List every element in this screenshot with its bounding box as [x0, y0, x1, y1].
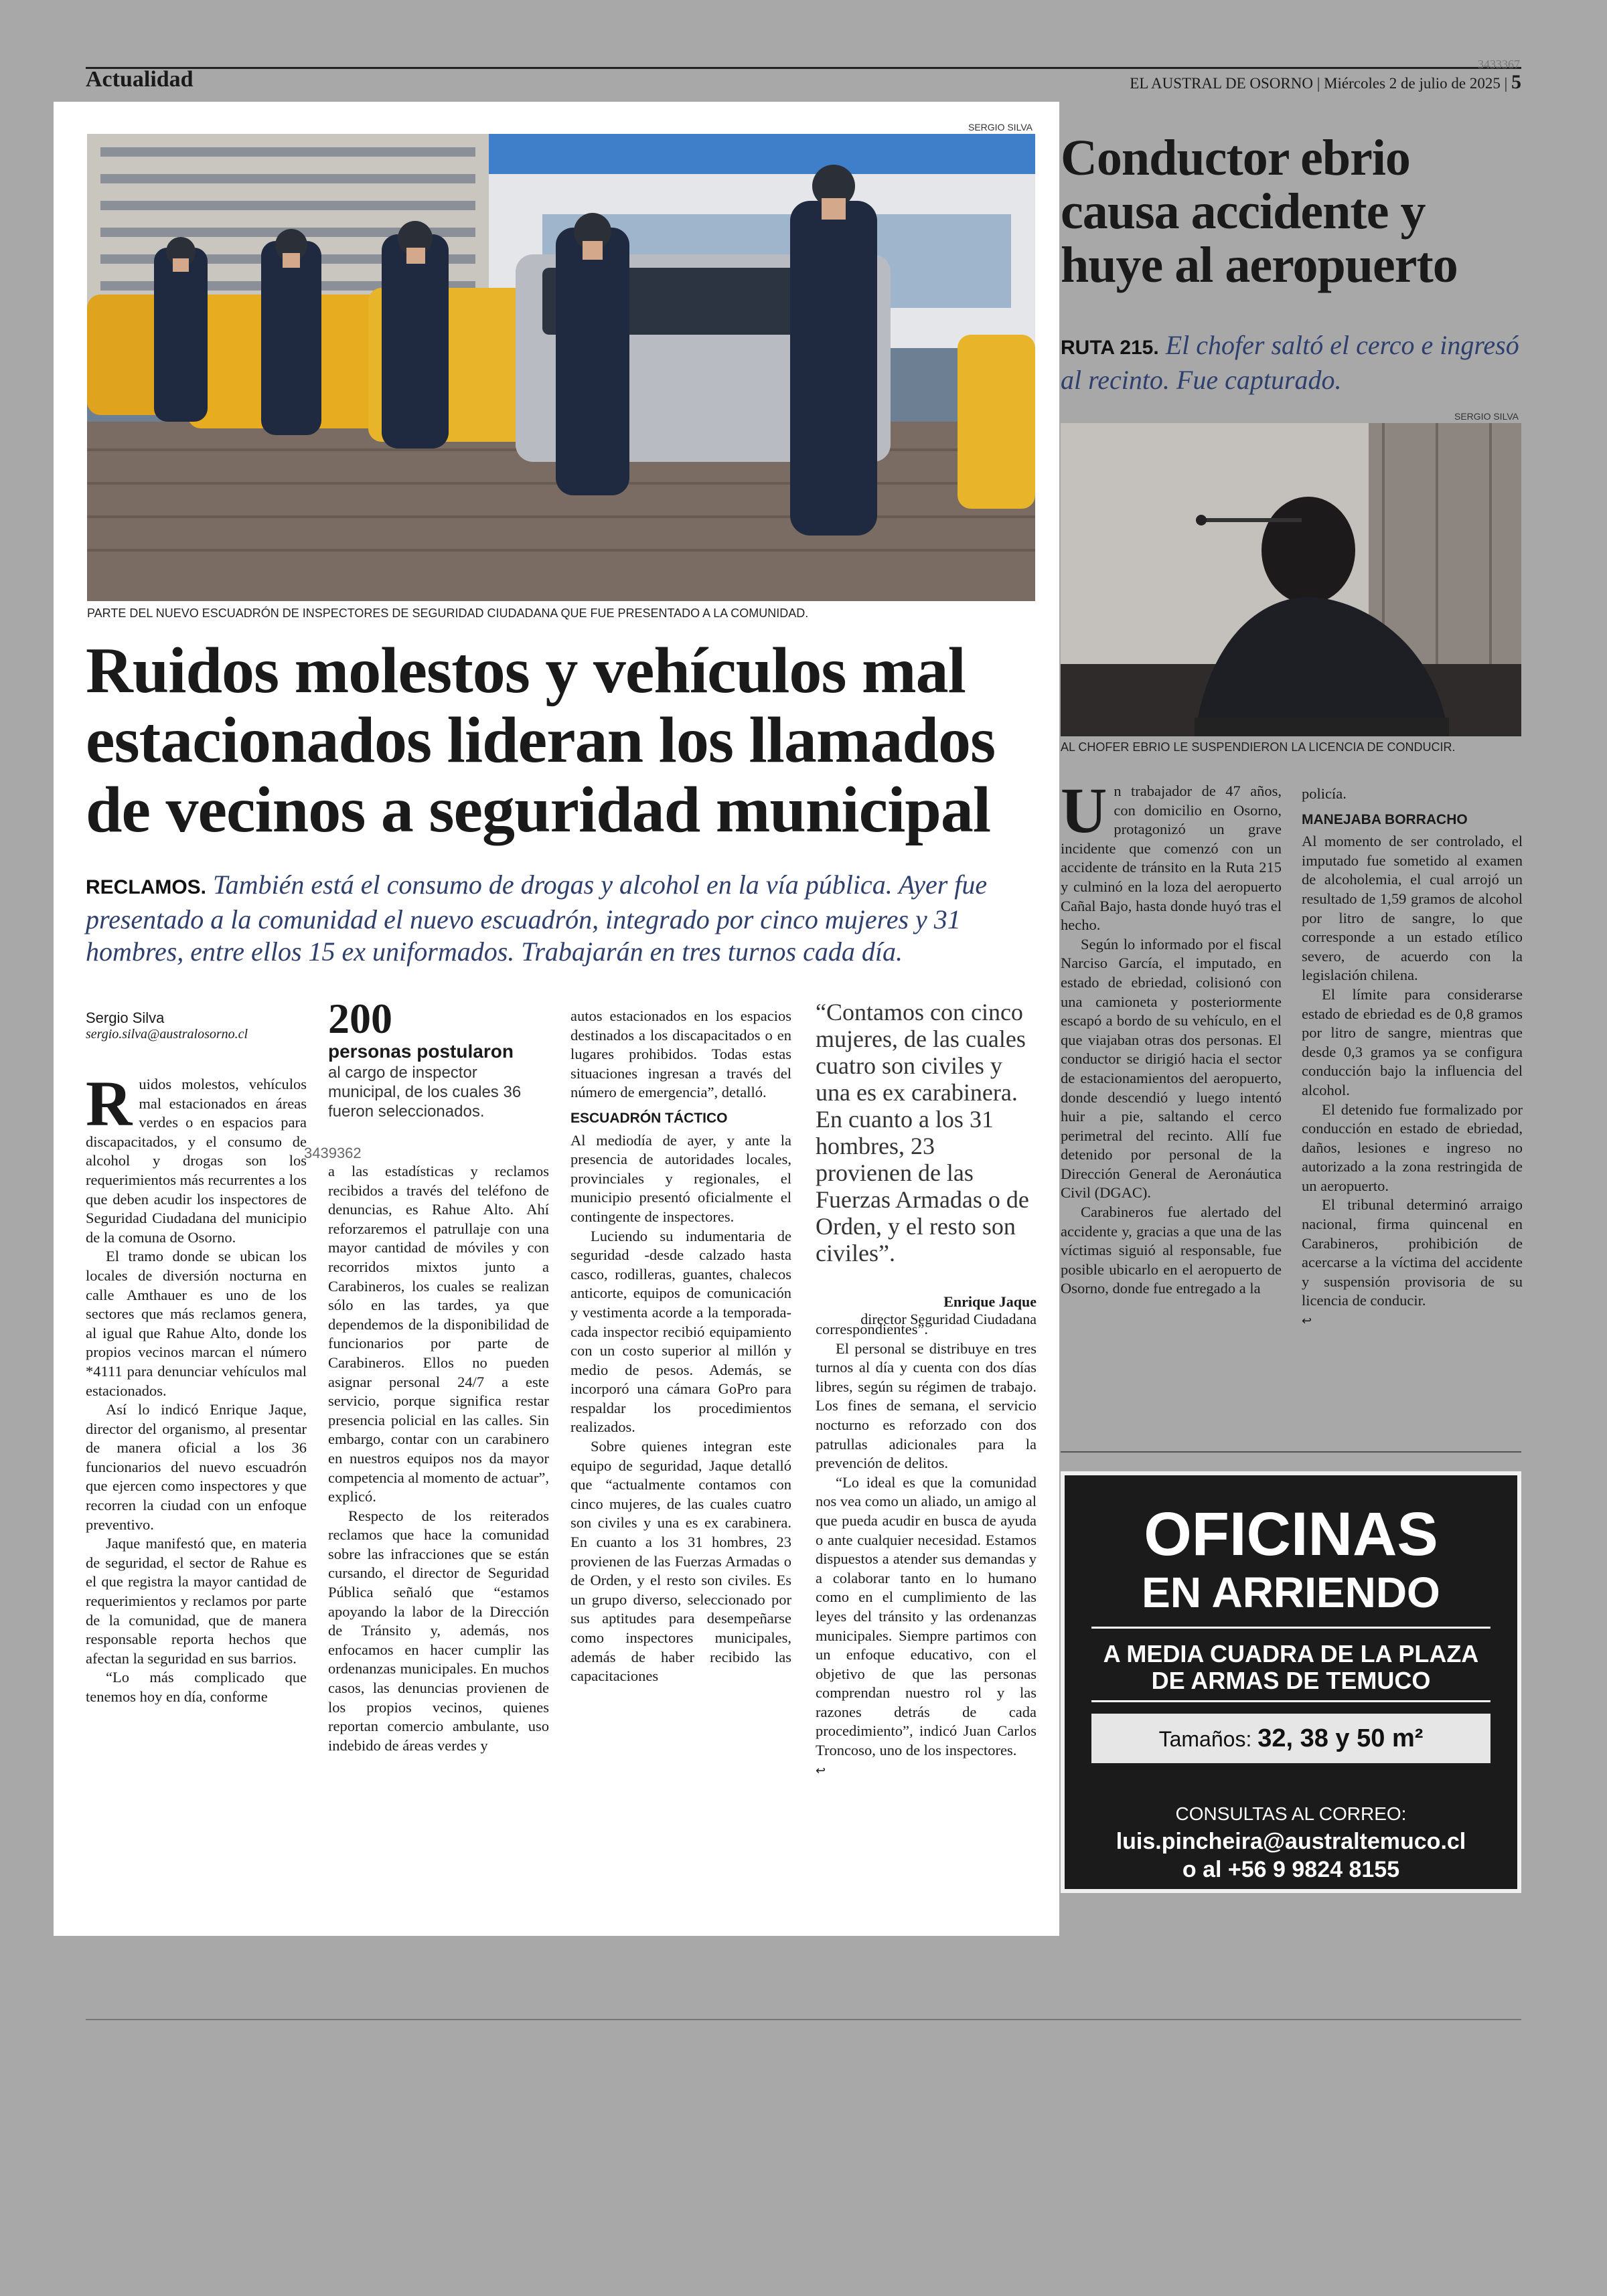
main-col4-p2: El personal se distribuye en tres turnos al día y cuenta con dos días libres, según su régimen de trabajo. Los fines de semana, el servicio nocturno es reforzado con dos patrullas adicionales para la prevención de delitos.	[816, 1339, 1037, 1472]
end-of-article-icon: ↩	[816, 1763, 826, 1778]
main-col3-p3: Luciendo su indumentaria de seguridad -desde calzado hasta casco, rodilleras, guantes, chalecos anticorte, equipos de comunicación y vestimenta acorde a la temporada- cada inspector recibió equipamiento con un costo superior al millón y medio de pesos. Además, se incorporó una cámara GoPro para respaldar los procedimientos realizados.	[570, 1227, 791, 1436]
ad-title-2: EN ARRIENDO	[1142, 1568, 1440, 1617]
photo-credit: SERGIO SILVA	[968, 122, 1032, 133]
side-col2-p2: Al momento de ser controlado, el imputado fue sometido al examen de alcoholemia, el cual arrojó un resultado de 1,59 gramos de alcohol por litro de sangre, lo que corresponde a un estado etílico severo, de acuerdo con la legislación chilena.	[1302, 833, 1523, 984]
pull-quote-text: “Contamos con cinco mujeres, de las cuales cuatro son civiles y una es ex carabinera. En cuanto a los 31 hombres, 23 provienen de las Fuerzas Armadas o de Orden, y el resto son civiles”.	[816, 999, 1029, 1266]
quote-role: director Seguridad Ciudadana	[860, 1311, 1037, 1327]
watermark: 3439362	[304, 1145, 362, 1161]
main-col3-p2: Al mediodía de ayer, y ante la presencia de autoridades locales, provinciales y regionales, el municipio presentó oficialmente el contingente de inspectores.	[570, 1131, 791, 1225]
main-col4-p3: “Lo ideal es que la comunidad nos vea como un aliado, un amigo al que pueda acudir en busca de ayuda o ante cualquier necesidad. Estamos dispuestos a atender sus demandas y a colaborar tanto en lo humano como en el cumplimiento de las leyes del tránsito y las ordenanzas municipales. Siempre partimos con un enfoque educativo, con el objetivo de que las personas comprendan nuestro rol y las razones detrás de cada procedimiento”, indicó Juan Carlos Troncoso, uno de los inspectores.	[816, 1473, 1037, 1759]
side-lead	[1061, 329, 1523, 396]
ad-phone[interactable]: o al +56 9 9824 8155	[1182, 1857, 1400, 1882]
side-col1-p1: n trabajador de 47 años, con domicilio en Osorno, protagonizó un grave incidente que comenzó con un accidente de tránsito en la Ruta 215 y culminó en la loza del aeropuerto Cañal Bajo, hasta donde huyó tras el hecho.	[1061, 783, 1282, 934]
side-headline: Conductor ebrio causa accidente y huye al aeropuerto	[1061, 130, 1458, 293]
side-photo-credit: SERGIO SILVA	[1454, 411, 1519, 422]
quote-author: Enrique Jaque	[943, 1293, 1037, 1310]
main-col1-p4: Jaque manifestó que, en materia de seguridad, el sector de Rahue es el que registra la mayor cantidad de requerimientos y reclamos por parte de la comunidad, que de manera responsable reporta hechos que afectan la seguridad en sus barrios.	[86, 1535, 307, 1667]
main-col1-p3: Así lo indicó Enrique Jaque, director del organismo, al presentar de manera oficial a los 36 funcionarios del nuevo escuadrón que ejercen como inspectores y que recorren la ciudad con un enfoque preventivo.	[86, 1401, 307, 1533]
side-col2-p5: El tribunal determinó arraigo nacional, firma quincenal en Carabineros, prohibición de acercarse a la víctima del accidente y suspensión provisoria de su licencia de conducir.	[1302, 1196, 1523, 1309]
main-col3-p1: autos estacionados en los espacios destinados a los discapacitados o en lugares prohibidos. Todas estas situaciones ingresan a través del número de emergencia”, detalló.	[570, 1007, 791, 1101]
footer-rule	[86, 2019, 1521, 2020]
stat-number: 200	[328, 995, 392, 1042]
side-lead-text: El chofer saltó el cerco e ingresó al recinto. Fue capturado.	[1061, 330, 1519, 395]
publication-name: EL AUSTRAL DE OSORNO	[1130, 75, 1313, 92]
stat-description: al cargo de inspector municipal, de los cuales 36 fueron seleccionados.	[328, 1064, 522, 1121]
ad-rule-top	[1091, 1627, 1490, 1629]
main-col1-p5: “Lo más complicado que tenemos hoy en día, conforme	[86, 1669, 307, 1705]
ad-divider	[1061, 1451, 1521, 1453]
main-col1-p1: uidos molestos, vehículos mal estacionados en áreas verdes o en espacios para discapacitados, y el consumo de alcohol y drogas son los requerimientos más recurrentes a los que deben acudir los inspectores de Seguridad Ciudadana del municipio de la comuna de Osorno.	[86, 1076, 307, 1246]
main-col2-p2: Respecto de los reiterados reclamos que hace la comunidad sobre las infracciones que se están cursando, el director de Seguridad Pública señaló que “estamos apoyando la labor de la Dirección de Tránsito y, además, nos enfocamos en hacer cumplir las ordenanzas municipales. En muchos casos, las denuncias provienen de los propios vecinos, quienes reportan comercio ambulante, uso indebido de áreas verdes y	[328, 1507, 549, 1754]
page-number: 5	[1511, 71, 1521, 93]
main-col-1	[86, 1068, 307, 1707]
side-dropcap: U	[1061, 774, 1107, 846]
main-col1-p2: El tramo donde se ubican los locales de diversión nocturna en calle Amthauer es uno de los sectores que más reclamos genera, al igual que Rahue Alto, donde los propios vecinos marcan el número *4111 para denunciar vehículos mal estacionados.	[86, 1248, 307, 1399]
main-lead-text: También está el consumo de drogas y alcohol en la vía pública. Ayer fue presentado a la comunidad el nuevo escuadrón, integrado por cinco mujeres y 31 hombres, entre ellos 15 ex uniformados. Trabajarán en tres turnos cada día.	[86, 870, 988, 967]
page-id: 3433367	[1478, 58, 1520, 71]
stat-box	[328, 997, 549, 1121]
stat-label: personas postularon	[328, 1041, 514, 1062]
side-end-of-article-icon: ↩	[1302, 1314, 1312, 1329]
ad-sizes-value: 32, 38 y 50 m²	[1257, 1724, 1424, 1752]
side-photo	[1061, 423, 1521, 736]
main-dropcap: R	[86, 1068, 133, 1139]
main-kicker: RECLAMOS.	[86, 876, 206, 898]
ad-title-1: OFICINAS	[1144, 1500, 1438, 1568]
side-photo-caption: AL CHOFER EBRIO LE SUSPENDIERON LA LICENCIA DE CONDUCIR.	[1061, 740, 1456, 754]
police-squad-photo	[87, 134, 1035, 601]
driver-in-court-photo	[1061, 423, 1521, 736]
main-col-4	[816, 1320, 1037, 1781]
ad-rule-bottom	[1091, 1700, 1490, 1702]
folio: EL AUSTRAL DE OSORNO | Miércoles 2 de julio de 2025 | 5	[1130, 71, 1521, 93]
ad-email[interactable]: luis.pincheira@australtemuco.cl	[1116, 1829, 1466, 1854]
subhead-manejaba: MANEJABA BORRACHO	[1302, 811, 1468, 827]
side-col-2	[1302, 785, 1523, 1331]
side-col2-p4: El detenido fue formalizado por conducción en estado de ebriedad, daños, lesiones e ingreso no autorizado a la zona restringida de un aeropuerto.	[1302, 1100, 1523, 1194]
ad-location-2: DE ARMAS DE TEMUCO	[1151, 1667, 1431, 1694]
ad-sizes-label: Tamaños:	[1158, 1727, 1252, 1751]
ad-contact-label: CONSULTAS AL CORREO:	[1175, 1803, 1407, 1824]
main-photo	[87, 134, 1035, 601]
ad-location-1: A MEDIA CUADRA DE LA PLAZA	[1103, 1640, 1479, 1667]
side-col2-p1: policía.	[1302, 785, 1347, 802]
side-kicker: RUTA 215.	[1061, 337, 1159, 359]
main-headline: Ruidos molestos y vehículos mal estacionados lideran los llamados de vecinos a seguridad municipal	[86, 635, 996, 846]
subhead-escuadron: ESCUADRÓN TÁCTICO	[570, 1110, 728, 1126]
main-col-2	[328, 1162, 549, 1755]
author-email: sergio.silva@australosorno.cl	[86, 1027, 248, 1042]
main-col-3	[570, 1007, 791, 1686]
publication-date: Miércoles 2 de julio de 2025	[1324, 75, 1501, 92]
office-rental-ad	[1061, 1471, 1521, 1893]
main-col2-p1: a las estadísticas y reclamos recibidos a través del teléfono de denuncias, es Rahue Alto. Ahí reforzaremos el patrullaje con una mayor cantidad de móviles y con recorridos mixtos junto a Carabineros, los cuales se realizan sólo en las tardes, ya que dependemos de la disponibilidad de funcionarios por parte de Carabineros. Ellos no pueden asignar personal 24/7 a este servicio, porque significa restar presencia policial en las calles. Sin embargo, contar con un carabinero en nuestros equipos nos da mayor competencia al momento de actuar”, explicó.	[328, 1163, 549, 1505]
pull-quote	[816, 999, 1037, 1328]
side-col2-p3: El límite para considerarse estado de ebriedad es de 0,8 gramos por litro de sangre, mientras que desde 0,3 gramos ya se configura conducción bajo la influencia del alcohol.	[1302, 985, 1523, 1098]
ad-sizes	[1091, 1714, 1490, 1763]
side-col1-p2: Según lo informado por el fiscal Narciso García, el imputado, en estado de ebriedad, colisionó con una camioneta y posteriormente escapó a bordo de su vehículo, en el que viajaban otras dos personas. El conductor se dirigió hacia el sector de estacionamientos del aeropuerto, donde descendió y luego intentó huir a pie, saltando el cerco perimetral del recinto. Allí fue detenido por personal de la Dirección General de Aeronáutica Civil (DGAC).	[1061, 935, 1282, 1202]
main-photo-caption: PARTE DEL NUEVO ESCUADRÓN DE INSPECTORES DE SEGURIDAD CIUDADANA QUE FUE PRESENTADO A LA COMUNIDAD.	[87, 606, 809, 620]
header-rule	[86, 67, 1521, 69]
main-col4-p1: correspondientes”.	[816, 1321, 929, 1337]
main-lead	[86, 869, 1050, 968]
side-col1-p3: Carabineros fue alertado del accidente y, gracias a que una de las víctimas siguió al responsable, fue posible ubicarlo en el aeropuerto de Osorno, donde fue entregado a la	[1061, 1204, 1282, 1297]
side-col-1	[1061, 774, 1282, 1299]
byline	[86, 1009, 307, 1042]
author-name: Sergio Silva	[86, 1009, 165, 1026]
main-col3-p4: Sobre quienes integran este equipo de seguridad, Jaque detalló que “actualmente contamos con cinco mujeres, de las cuales cuatro son civiles y una es ex carabinera. En cuanto a los 31 hombres, 23 provienen de las Fuerzas Armadas o de Orden, y el resto son civiles. Es un grupo diverso, seleccionado por sus aptitudes para desempeñarse como inspectores municipales, además de haber recibido las capacitaciones	[570, 1438, 791, 1685]
section-title: Actualidad	[86, 67, 194, 92]
